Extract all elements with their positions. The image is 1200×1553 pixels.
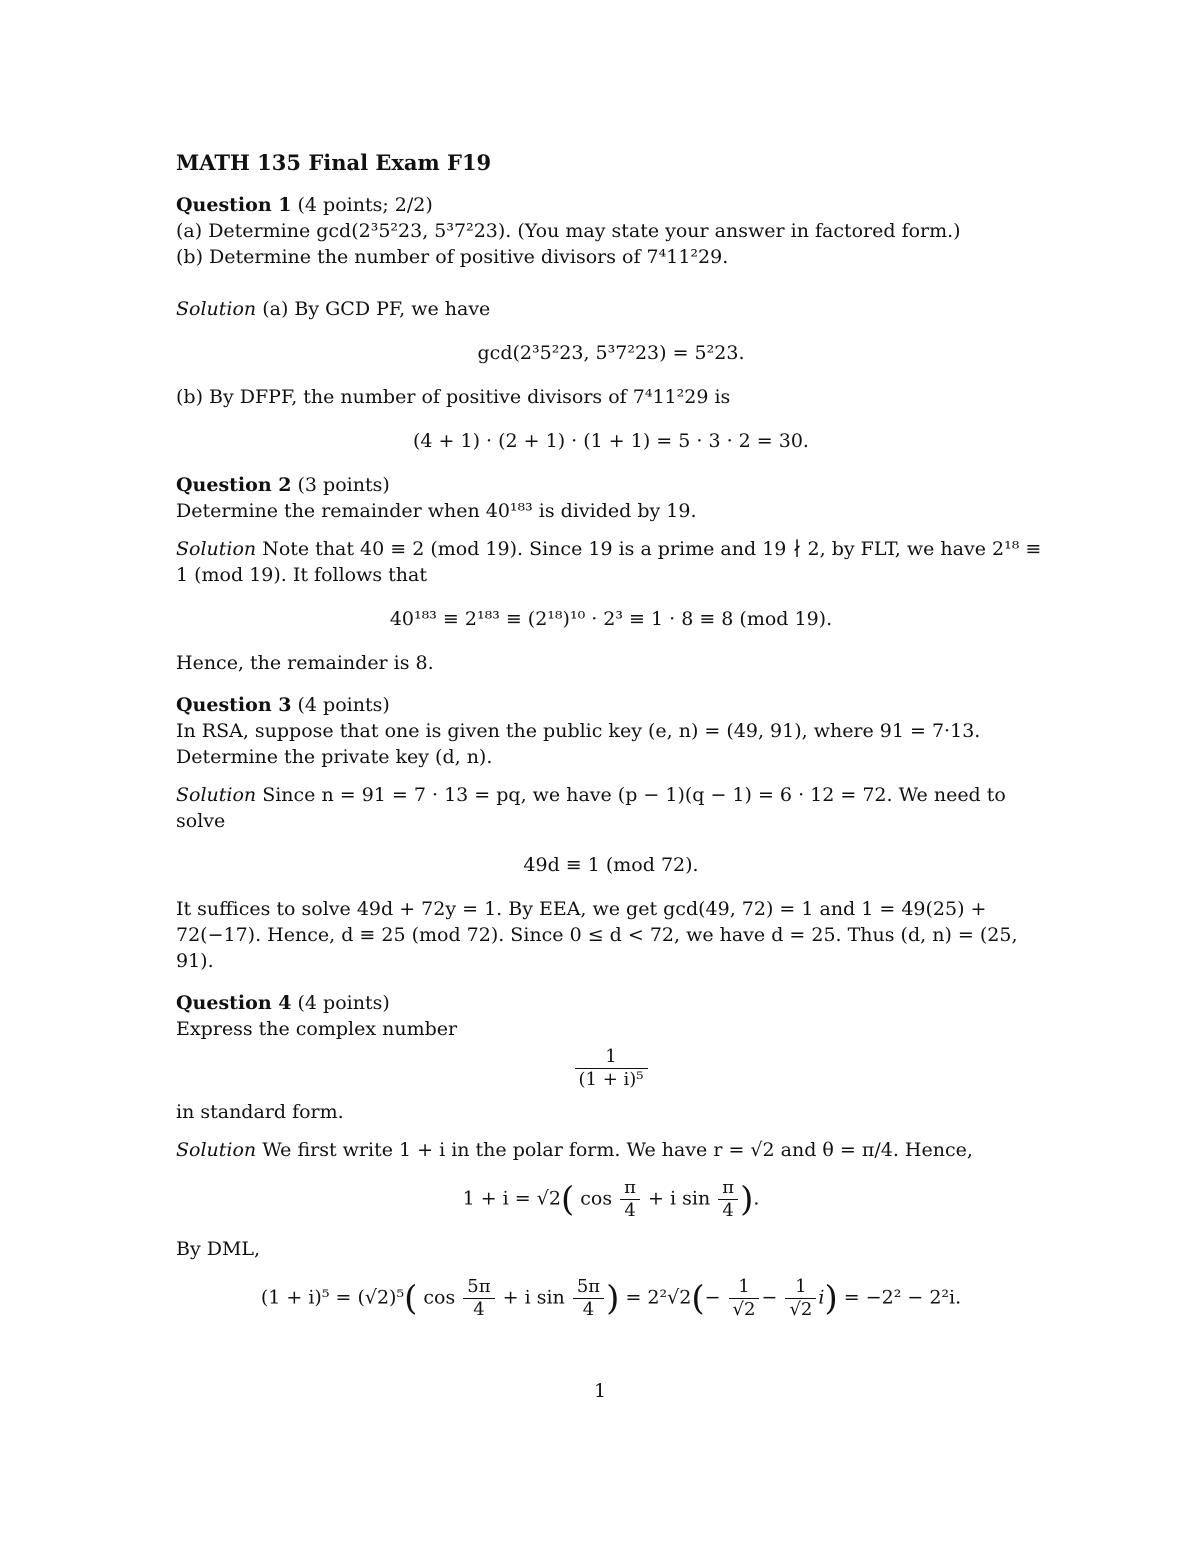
q1-sol-a-display: gcd(2³5²23, 5³7²23) = 5²23. xyxy=(477,342,745,364)
q4-eq1-plus: + i sin xyxy=(648,1187,711,1210)
q1-solution-label: Solution xyxy=(176,298,257,320)
q4-eq1-lhs: 1 + i = √2 xyxy=(462,1187,561,1210)
q4-eq1-four-a: 4 xyxy=(620,1199,640,1222)
q4-eq2-5pi-a: 5π xyxy=(467,1276,491,1297)
q4-eq2-one-b: 1 xyxy=(795,1276,807,1297)
page-number: 1 xyxy=(593,1380,607,1402)
q4-solution-label: Solution xyxy=(176,1139,257,1161)
q4-label: Question 4 xyxy=(176,992,292,1014)
q3-solution-label: Solution xyxy=(176,784,257,806)
q2-sol-display: 40¹⁸³ ≡ 2¹⁸³ ≡ (2¹⁸)¹⁰ · 2³ ≡ 1 · 8 ≡ 8 (mod 19). xyxy=(389,608,833,630)
q4-eq1-cos: cos xyxy=(580,1187,613,1210)
q4-header xyxy=(176,990,1046,1016)
q1-solution xyxy=(176,296,1046,322)
exam-page xyxy=(176,150,1046,1321)
q1-sol-b-text: (b) By DFPF, the number of positive divisors of 7⁴11²29 is xyxy=(176,386,731,408)
q4-fraction xyxy=(176,1046,1046,1091)
q1-part-a: (a) Determine gcd(2³5²23, 5³7²23). (You may state your answer in factored form.) xyxy=(176,220,961,242)
q1-header xyxy=(176,192,1046,218)
q3-header xyxy=(176,692,1046,718)
q2-label: Question 2 xyxy=(176,474,292,496)
q4-sol-text: We first write 1 + i in the polar form. We have r = √2 and θ = π/4. Hence, xyxy=(262,1139,973,1161)
q1-sol-a-text: (a) By GCD PF, we have xyxy=(262,298,491,320)
q4-prompt2: in standard form. xyxy=(176,1101,344,1123)
q4-eq2-plus: + i sin xyxy=(502,1286,565,1309)
q4-eq2-four-a: 4 xyxy=(463,1298,494,1321)
q4-points: (4 points) xyxy=(297,992,390,1014)
q4-frac-den: (1 + i)⁵ xyxy=(575,1068,648,1091)
q2-sol-text: Note that 40 ≡ 2 (mod 19). Since 19 is a prime and 19 ∤ 2, by FLT, we have 2¹⁸ ≡ 1 (mod 19). It follows that xyxy=(176,538,1042,586)
q4-eq2-5pi-b: 5π xyxy=(576,1276,601,1297)
q2-prompt: Determine the remainder when 40¹⁸³ is divided by 19. xyxy=(176,500,697,522)
q2-solution xyxy=(176,536,1046,588)
q1-part-b: (b) Determine the number of positive divisors of 7⁴11²29. xyxy=(176,246,729,268)
q3-sol-text: Since n = 91 = 7 · 13 = pq, we have (p − 1)(q − 1) = 6 · 12 = 72. We need to solve xyxy=(176,784,1006,832)
q3-sol-text2: It suffices to solve 49d + 72y = 1. By EEA, we get gcd(49, 72) = 1 and 1 = 49(25) + 72(−17). Hence, d ≡ 25 (mod 72). Since 0 ≤ d < 72, we have d = 25. Thus (d, n) = (25, 91). xyxy=(176,898,1018,972)
q4-eq2-sqrt2-a: √2 xyxy=(729,1298,760,1321)
q3-solution xyxy=(176,782,1046,834)
q4-eq1: 1 + i = √2( cos $\frac{\pi}{4}$ + i sin $\frac{\pi}{4}$ ). xyxy=(462,1177,760,1221)
q4-frac-num: 1 xyxy=(605,1046,617,1067)
q2-solution-label: Solution xyxy=(176,538,257,560)
q4-eq2-lhs: (1 + i)⁵ = (√2)⁵ xyxy=(260,1286,405,1309)
q4-dml: By DML, xyxy=(176,1238,261,1260)
q1-points: (4 points; 2/2) xyxy=(297,194,433,216)
q1-sol-b-display: (4 + 1) · (2 + 1) · (1 + 1) = 5 · 3 · 2 = 30. xyxy=(413,430,809,452)
q3-sol-display: 49d ≡ 1 (mod 72). xyxy=(523,854,699,876)
q3-label: Question 3 xyxy=(176,694,292,716)
q2-points: (3 points) xyxy=(297,474,390,496)
q4-eq2-sqrt2-b: √2 xyxy=(785,1298,816,1321)
page-title: MATH 135 Final Exam F19 xyxy=(176,150,492,175)
q4-eq2: (1 + i)⁵ = (√2)⁵( cos $\frac{5\pi}{4}$ + i sin $\frac{5\pi}{4}$ ) = 2²√2(− $\frac{1}{√2}$ − $\frac{1}{√2}$ i) = −2² − 2²i. xyxy=(260,1276,962,1320)
q4-eq2-one-a: 1 xyxy=(738,1276,750,1297)
q4-eq1-four-b: 4 xyxy=(718,1199,738,1222)
q3-points: (4 points) xyxy=(297,694,390,716)
q4-eq2-cos: cos xyxy=(423,1286,456,1309)
q3-prompt: In RSA, suppose that one is given the public key (e, n) = (49, 91), where 91 = 7·13. Determine the private key (d, n). xyxy=(176,720,981,768)
q2-header xyxy=(176,472,1046,498)
q4-eq1-pi-b: π xyxy=(722,1177,735,1198)
q2-conclusion: Hence, the remainder is 8. xyxy=(176,652,434,674)
q1-label: Question 1 xyxy=(176,194,292,216)
q4-solution xyxy=(176,1137,1046,1163)
q4-eq1-pi-a: π xyxy=(624,1177,636,1198)
q4-eq2-four-b: 4 xyxy=(573,1298,604,1321)
q4-eq2-mid: = 2²√2 xyxy=(625,1286,692,1309)
q4-eq2-rhs: = −2² − 2²i. xyxy=(843,1286,962,1309)
q4-prompt: Express the complex number xyxy=(176,1018,458,1040)
